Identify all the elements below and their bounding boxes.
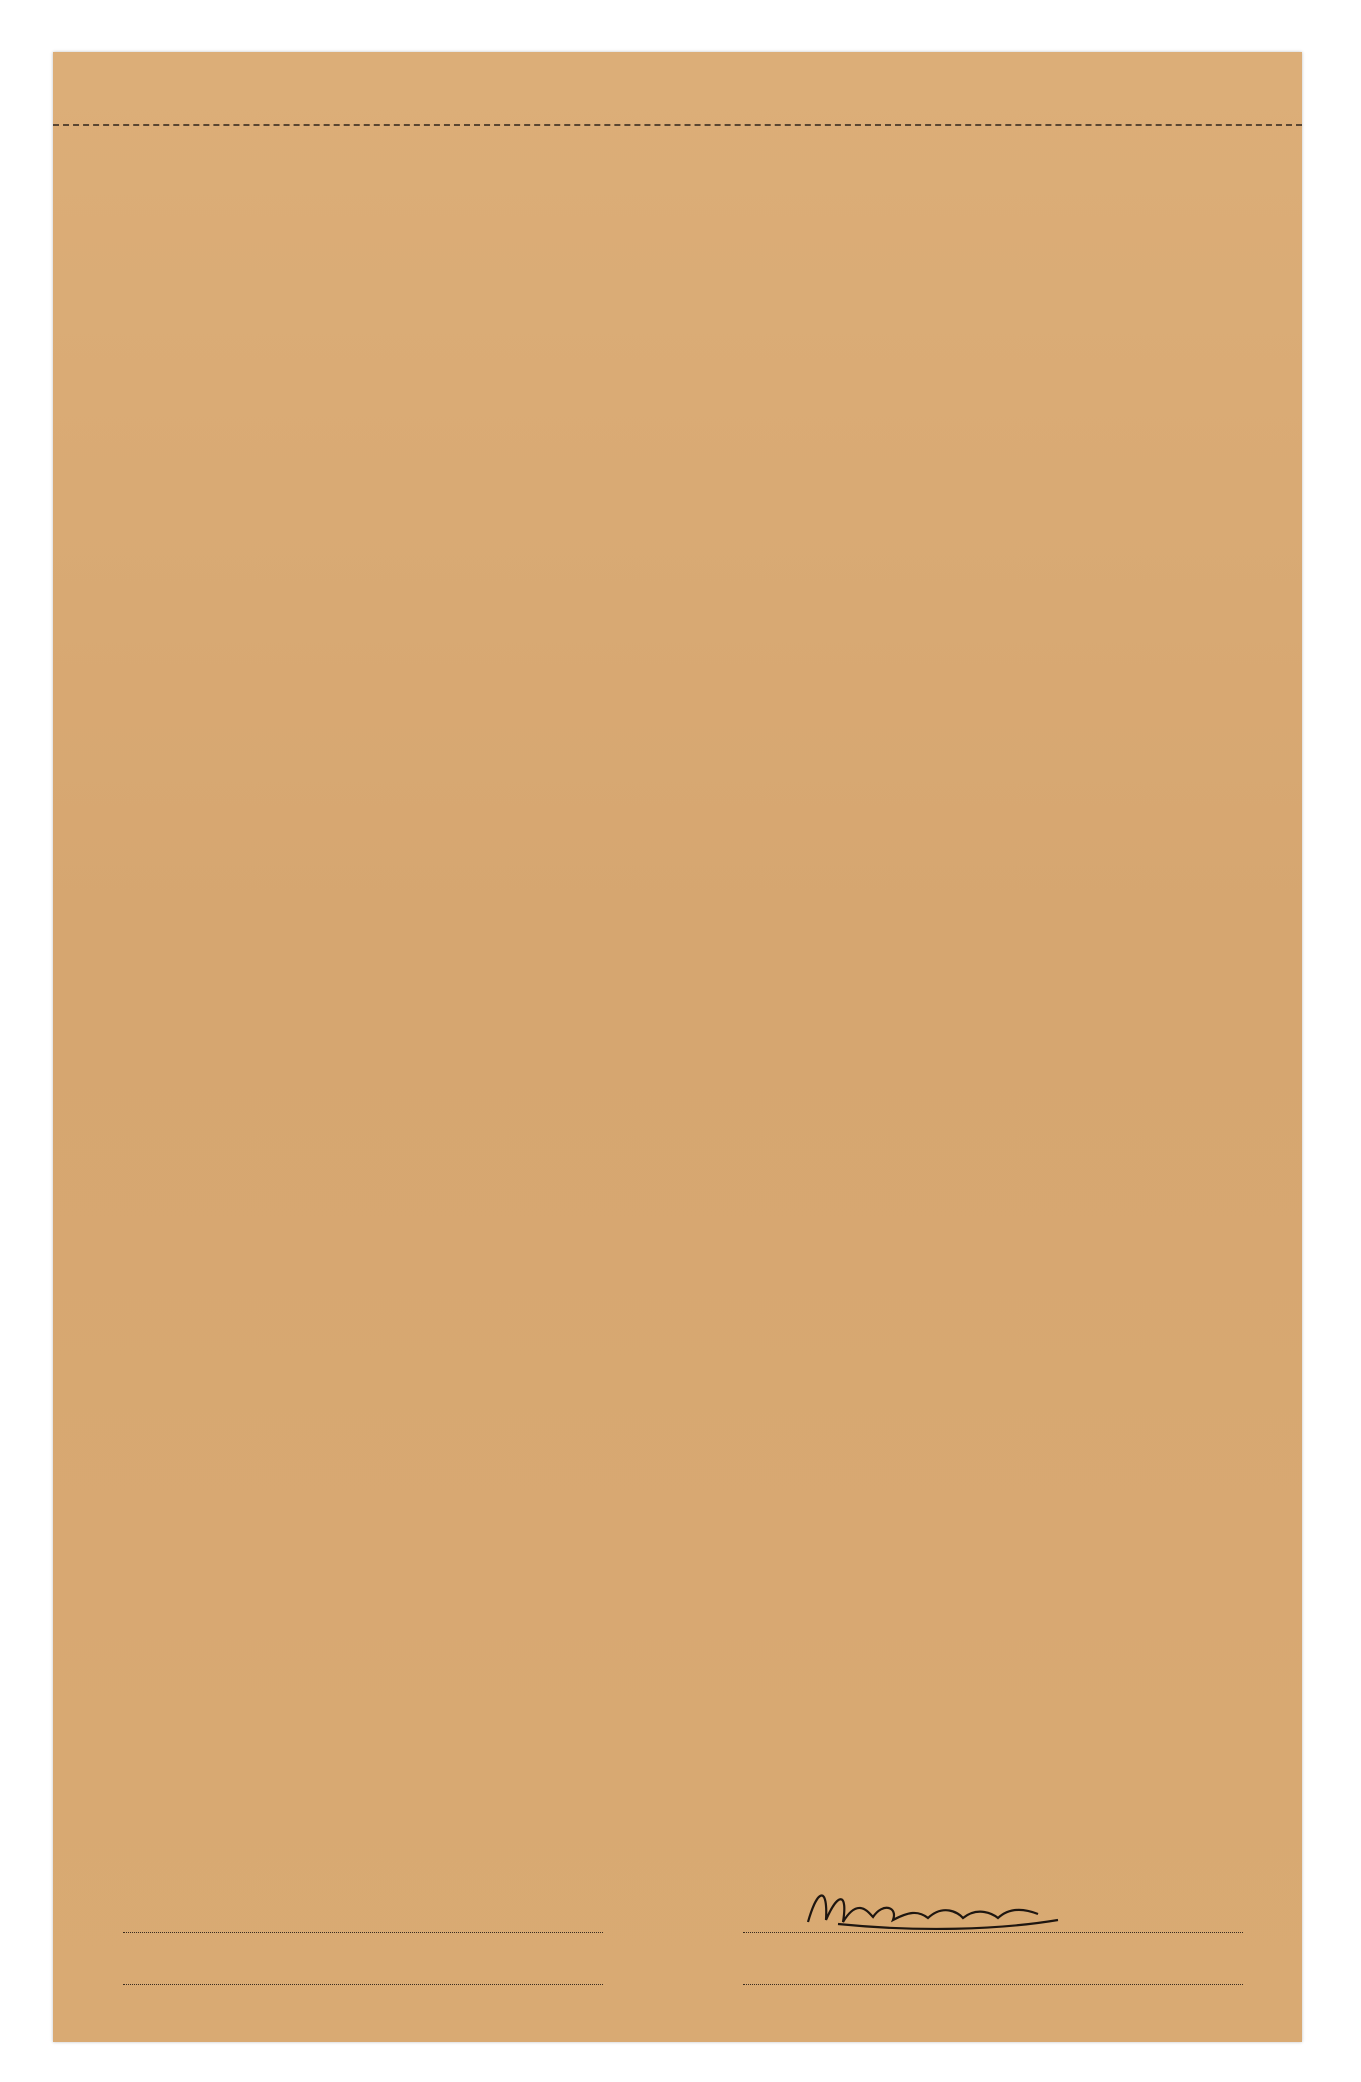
serving-line [743,1984,1243,1985]
despatch-line [123,1984,603,1985]
perforation-line [53,124,1302,126]
unit-line [123,1932,603,1933]
form-sheet [53,52,1302,2042]
commander-signature [798,1882,1158,1942]
